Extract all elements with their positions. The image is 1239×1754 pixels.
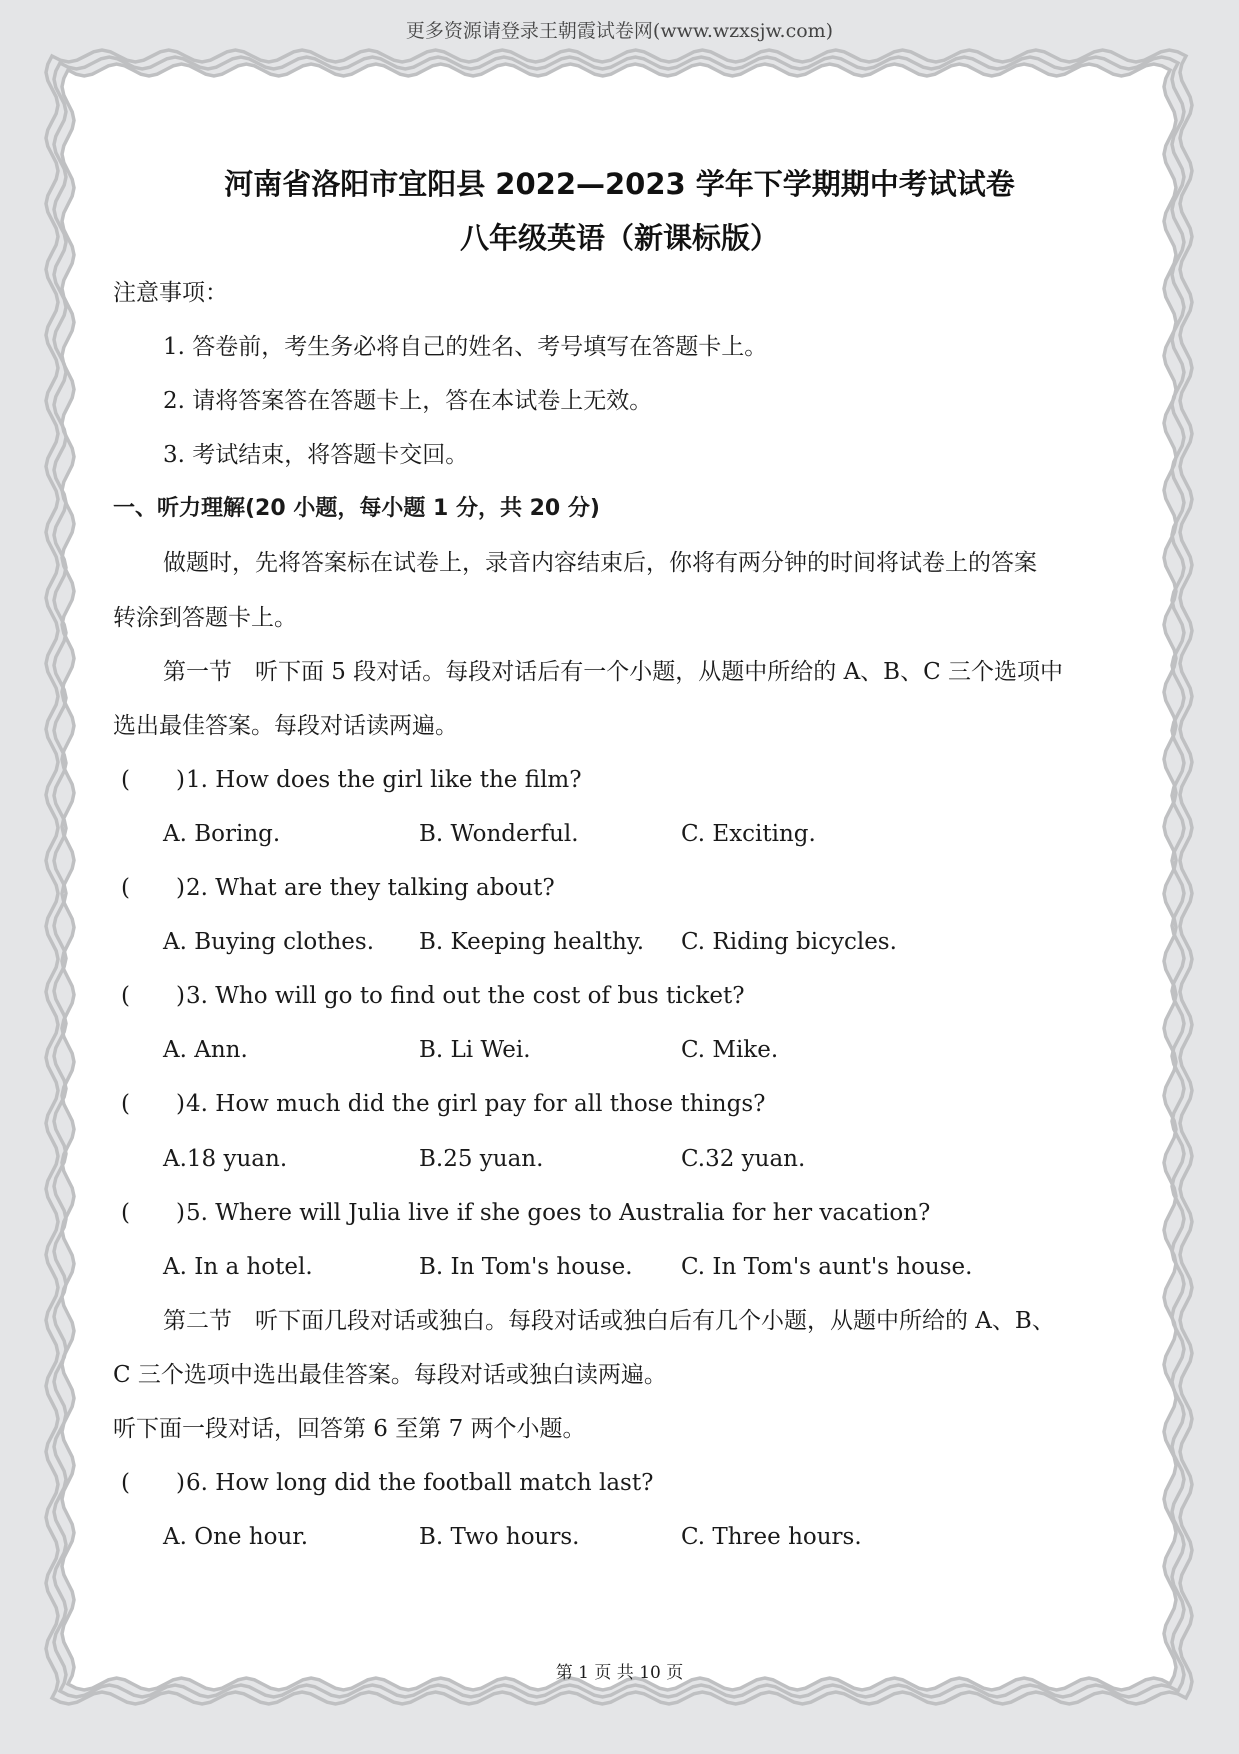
site-header: 更多资源请登录王朝霞试卷网(www.wzxsjw.com) <box>405 20 834 42</box>
option-b: B. Keeping healthy. <box>419 929 645 956</box>
option-b: B. In Tom's house. <box>419 1253 633 1280</box>
part-instruction: 第一节 听下面 5 段对话。每段对话后有一个小题，从题中所给的 A、B、C 三个选项中 <box>163 658 1063 685</box>
option-c: C. In Tom's aunt's house. <box>681 1253 973 1280</box>
question-text: 5. Where will Julia live if she goes to Australia for her vacation? <box>186 1199 931 1226</box>
instruction: 做题时，先将答案标在试卷上，录音内容结束后，你将有两分钟的时间将试卷上的答案 <box>163 550 1037 577</box>
exam-body <box>113 266 1133 1564</box>
exam-title: 河南省洛阳市宜阳县 2022—2023 学年下学期期中考试试卷 <box>224 167 1015 201</box>
option-c: C.32 yuan. <box>681 1145 806 1172</box>
option-c: C. Mike. <box>681 1037 779 1064</box>
option-c: C. Three hours. <box>681 1524 862 1551</box>
answer-blank: ( ) <box>121 766 185 793</box>
part-instruction: C 三个选项中选出最佳答案。每段对话或独白读两遍。 <box>113 1361 667 1388</box>
answer-blank: ( ) <box>121 1470 185 1497</box>
question <box>113 1456 1133 1510</box>
answer-blank: ( ) <box>121 983 185 1010</box>
answer-blank: ( ) <box>121 875 185 902</box>
question <box>113 1186 1133 1240</box>
question-text: 2. What are they talking about? <box>186 875 555 902</box>
option-a: A. One hour. <box>163 1524 309 1551</box>
notice-item: 2. 请将答案答在答题卡上，答在本试卷上无效。 <box>163 388 653 415</box>
question <box>113 1077 1133 1131</box>
question-text: 3. Who will go to find out the cost of bus ticket? <box>186 983 745 1010</box>
question-text: 1. How does the girl like the film? <box>186 766 582 793</box>
options <box>113 915 1133 969</box>
question-text: 6. How long did the football match last? <box>186 1470 654 1497</box>
option-b: B. Wonderful. <box>419 820 579 847</box>
options <box>113 1240 1133 1294</box>
options <box>113 807 1133 861</box>
part-instruction: 第二节 听下面几段对话或独白。每段对话或独白后有几个小题，从题中所给的 A、B、 <box>163 1307 1055 1334</box>
option-a: A. Buying clothes. <box>163 929 375 956</box>
option-a: A. Ann. <box>163 1037 248 1064</box>
notice-label: 注意事项： <box>113 280 228 306</box>
option-a: A. Boring. <box>163 820 281 847</box>
option-c: C. Riding bicycles. <box>681 929 897 956</box>
part-instruction: 听下面一段对话，回答第 6 至第 7 两个小题。 <box>113 1415 586 1442</box>
option-a: A. In a hotel. <box>163 1253 313 1280</box>
notice-item: 1. 答卷前，考生务必将自己的姓名、考号填写在答题卡上。 <box>163 334 768 361</box>
section-heading: 一、听力理解(20 小题，每小题 1 分，共 20 分) <box>113 496 600 522</box>
options <box>113 1132 1133 1186</box>
part-instruction: 选出最佳答案。每段对话读两遍。 <box>113 712 458 739</box>
answer-blank: ( ) <box>121 1091 185 1118</box>
question <box>113 753 1133 807</box>
option-b: B. Li Wei. <box>419 1037 531 1064</box>
notice-item: 3. 考试结束，将答题卡交回。 <box>163 442 469 469</box>
option-b: B. Two hours. <box>419 1524 580 1551</box>
page-footer: 第 1 页 共 10 页 <box>555 1663 684 1683</box>
question <box>113 861 1133 915</box>
exam-subtitle: 八年级英语（新课标版） <box>459 221 779 255</box>
option-a: A.18 yuan. <box>163 1145 288 1172</box>
question <box>113 969 1133 1023</box>
instruction: 转涂到答题卡上。 <box>113 604 297 631</box>
option-b: B.25 yuan. <box>419 1145 544 1172</box>
options <box>113 1023 1133 1077</box>
option-c: C. Exciting. <box>681 820 816 847</box>
question-text: 4. How much did the girl pay for all those things? <box>186 1091 766 1118</box>
options <box>113 1510 1133 1564</box>
answer-blank: ( ) <box>121 1199 185 1226</box>
